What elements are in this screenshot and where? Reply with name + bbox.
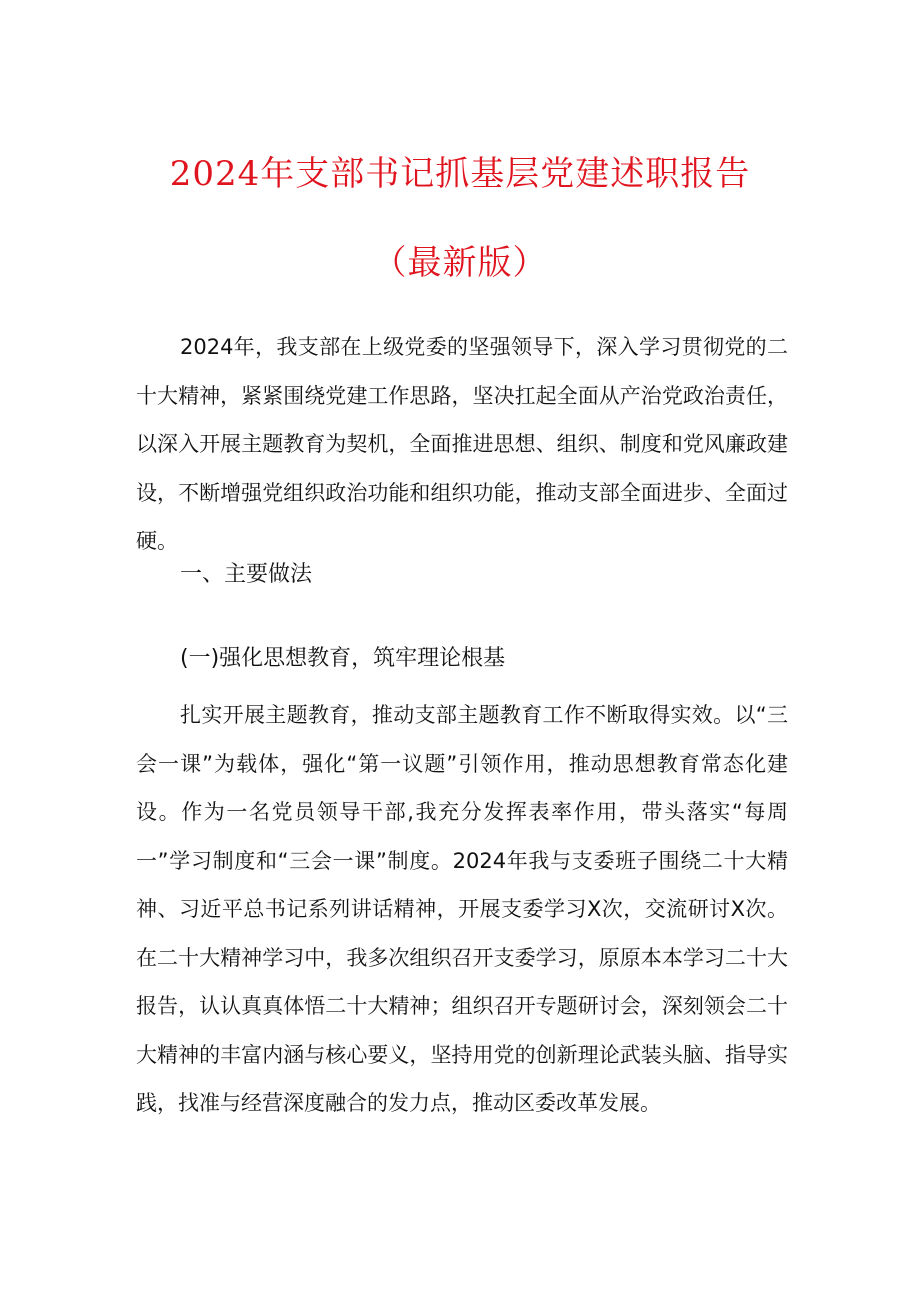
body-paragraph: 扎实开展主题教育，推动支部主题教育工作不断取得实效。以“三会一课”为载体，强化“第一议题”引领作用，推动思想教育常态化建设。作为一名党员领导干部,我充分发挥表率作用，带头落实“每周一”学习制度和“三会一课”制度。2024年我与支委班子围绕二十大精神、习近平总书记系列讲话精神，开展支委学习X次，交流研讨X次。在二十大精神学习中，我多次组织召开支委学习，原原本本学习二十大报告，认认真真体悟二十大精神；组织召开专题研讨会，深刻领会二十大精神的丰富内涵与核心要义，坚持用党的创新理论武装头脑、指导实践，找准与经营深度融合的发力点，推动区委改革发展。 xyxy=(136,703,788,1115)
intro-paragraph: 2024年，我支部在上级党委的坚强领导下，深入学习贯彻党的二十大精神，紧紧围绕党建工作思路，坚决扛起全面从产治党政治责任，以深入开展主题教育为契机，全面推进思想、组织、制度和党风廉政建设，不断增强党组织政治功能和组织功能，推动支部全面进步、全面过硬。 xyxy=(136,335,788,553)
document-title: 2024年支部书记抓基层党建述职报告 xyxy=(169,154,751,194)
document-subtitle: （最新版） xyxy=(372,243,548,283)
section-heading: 一、主要做法 xyxy=(180,562,313,587)
subsection-heading: (一)强化思想教育，筑牢理论根基 xyxy=(180,646,506,671)
